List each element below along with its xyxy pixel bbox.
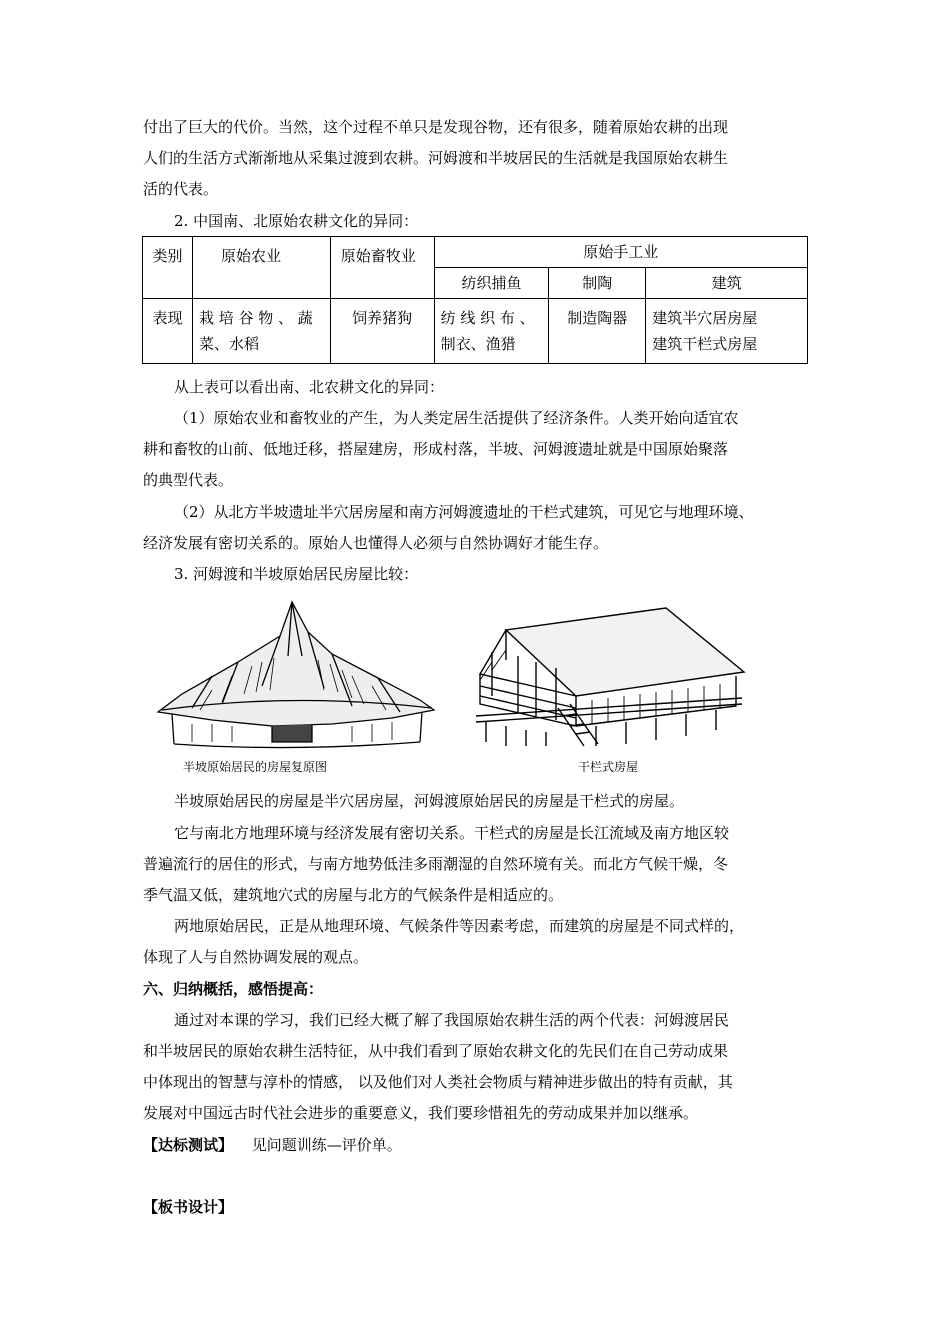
intro-line-3: 活的代表。 xyxy=(143,180,219,198)
cell-pottery: 制造陶器 xyxy=(549,299,646,364)
section-3-title: 3. 河姆渡和半坡原始居民房屋比较： xyxy=(174,565,419,583)
intro-line-2: 人们的生活方式渐渐地从采集过渡到农耕。河姆渡和半坡居民的生活就是我国原始农耕生 xyxy=(143,149,729,167)
board-design-label: 【板书设计】 xyxy=(143,1198,234,1216)
para-b-line-1: 它与南北方地理环境与经济发展有密切关系。干栏式的房屋是长江流域及南方地区较 xyxy=(174,824,730,842)
header-husbandry: 原始畜牧业 xyxy=(330,237,434,299)
header-agriculture: 原始农业 xyxy=(192,237,330,299)
para-a: 半坡原始居民的房屋是半穴居房屋，河姆渡原始居民的房屋是干栏式的房屋。 xyxy=(174,792,685,810)
summary-line-2: 和半坡居民的原始农耕生活特征，从中我们看到了原始农耕文化的先民们在自己劳动成果 xyxy=(143,1042,729,1060)
para-b-line-2: 普遍流行的居住的形式，与南方地势低洼多雨潮湿的自然环境有关。而北方气候干燥，冬 xyxy=(143,855,729,873)
cell-agriculture xyxy=(192,299,330,364)
row-label: 表现 xyxy=(143,299,193,364)
para-b-line-3: 季气温又低，建筑地穴式的房屋与北方的气候条件是相适应的。 xyxy=(143,886,564,904)
summary-line-3: 中体现出的智慧与淳朴的情感， 以及他们对人类社会物质与精神进步做出的特有贡献，其 xyxy=(143,1073,733,1091)
comparison-table xyxy=(142,236,808,364)
header-category: 类别 xyxy=(143,237,193,299)
cell-building-line-2: 建筑干栏式房屋 xyxy=(652,335,758,353)
banpo-hut-illustration xyxy=(152,596,447,751)
table-header-row xyxy=(143,237,808,268)
header-handicraft: 原始手工业 xyxy=(434,237,807,268)
cell-agriculture-line-2: 菜、水稻 xyxy=(198,335,259,353)
cell-husbandry: 饲养猪狗 xyxy=(330,299,434,364)
test-text: 见问题训练—评价单。 xyxy=(251,1136,402,1154)
cell-weaving xyxy=(434,299,549,364)
intro-line-1: 付出了巨大的代价。当然，这个过程不单只是发现谷物，还有很多，随着原始农耕的出现 xyxy=(143,118,729,136)
caption-banpo: 半坡原始居民的房屋复原图 xyxy=(183,760,328,774)
point-1-line-2: 耕和畜牧的山前、低地迁移，搭屋建房，形成村落，半坡、河姆渡遗址就是中国原始聚落 xyxy=(143,440,729,458)
point-1-line-3: 的典型代表。 xyxy=(143,471,234,489)
cell-weaving-line-1: 纺 线 织 布 、 xyxy=(440,309,535,327)
table-row xyxy=(143,299,808,364)
para-c-line-2: 体现了人与自然协调发展的观点。 xyxy=(143,948,369,966)
caption-stilt-house: 干栏式房屋 xyxy=(578,760,639,774)
header-building: 建筑 xyxy=(646,268,808,299)
test-row xyxy=(143,1135,402,1155)
section-6-title: 六、归纳概括，感悟提高： xyxy=(143,980,324,998)
summary-line-4: 发展对中国远古时代社会进步的重要意义，我们要珍惜祖先的劳动成果并加以继承。 xyxy=(143,1104,699,1122)
cell-building-line-1: 建筑半穴居房屋 xyxy=(652,309,758,327)
header-weaving: 纺织捕鱼 xyxy=(434,268,549,299)
cell-agriculture-line-1: 栽 培 谷 物 、 蔬 xyxy=(198,309,313,327)
test-label: 【达标测试】 xyxy=(143,1136,234,1154)
point-2-line-1: （2）从北方半坡遗址半穴居房屋和南方河姆渡遗址的干栏式建筑，可见它与地理环境、 xyxy=(174,503,754,521)
header-pottery: 制陶 xyxy=(549,268,646,299)
cell-weaving-line-2: 制衣、渔猎 xyxy=(440,335,516,353)
summary-line-1: 通过对本课的学习，我们已经大概了解了我国原始农耕生活的两个代表：河姆渡居民 xyxy=(174,1011,730,1029)
cell-building xyxy=(646,299,808,364)
after-table-text: 从上表可以看出南、北农耕文化的异同： xyxy=(174,378,445,396)
point-1-line-1: （1）原始农业和畜牧业的产生，为人类定居生活提供了经济条件。人类开始向适宜农 xyxy=(174,409,739,427)
section-2-title: 2. 中国南、北原始农耕文化的异同： xyxy=(174,212,419,230)
stilt-house-illustration xyxy=(466,600,746,748)
para-c-line-1: 两地原始居民，正是从地理环境、气候条件等因素考虑，而建筑的房屋是不同式样的， xyxy=(174,917,745,935)
point-2-line-2: 经济发展有密切关系的。原始人也懂得人必须与自然协调好才能生存。 xyxy=(143,534,609,552)
